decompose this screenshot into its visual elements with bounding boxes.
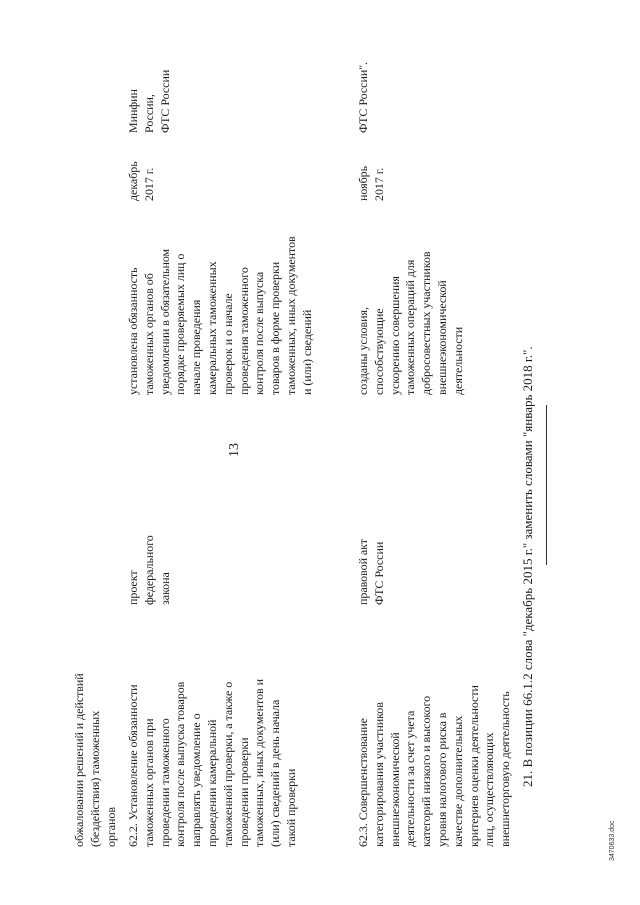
row-result-62-3: созданы условия, способствующие ускорению совершения таможенных операций для добросовестных участников внешнеэкономической деятельности	[356, 251, 465, 395]
row-document-62-3: правовой акт ФТС России	[356, 539, 386, 605]
row-measure-62-3: 62.3. Совершенствование категорирования участников внешнеэкономической деятельности за счет учета категорий низкого и высокого уровня налогового риска в качестве дополнительных критериев оценки деятельности лиц, осуществляющих внешнеторговую деятельность	[356, 685, 513, 847]
row-result-62-2: установлена обязанность таможенных органов об уведомлении в обязательном порядке проверяемых лиц о начале проведения камеральных таможенных проверок и о начале проведения таможенного контроля после выпуска товаров в форме проверки таможенных, иных документов и (или) сведений	[126, 236, 314, 395]
page-number: 13	[227, 443, 242, 457]
row-measure-62-2: 62.2. Установление обязанности таможенных органов при проведении таможенного контроля после выпуска товаров направлять уведомление о проведении камеральной таможенной проверки, а также о проведении проверки таможенных, иных документов и (или) сведений в день начала такой проверки	[126, 679, 298, 847]
document-id: 3470633.doc	[609, 820, 616, 861]
row-responsible-62-3: ФТС России".	[356, 62, 370, 133]
carry-over-text: обжаловании решений и действий (бездействия) таможенных органов	[72, 673, 118, 847]
row-document-62-2: проект федерального закона	[126, 535, 172, 605]
amendment-paragraph: 21. В позиции 66.1.2 слова "декабрь 2015 г." заменить словами "январь 2018 г.".	[520, 346, 535, 787]
separator-line	[546, 405, 547, 565]
row-deadline-62-2: декабрь 2017 г.	[126, 161, 156, 201]
row-responsible-62-2: Минфин России, ФТС России	[126, 69, 172, 133]
row-deadline-62-3: ноябрь 2017 г.	[356, 166, 386, 201]
